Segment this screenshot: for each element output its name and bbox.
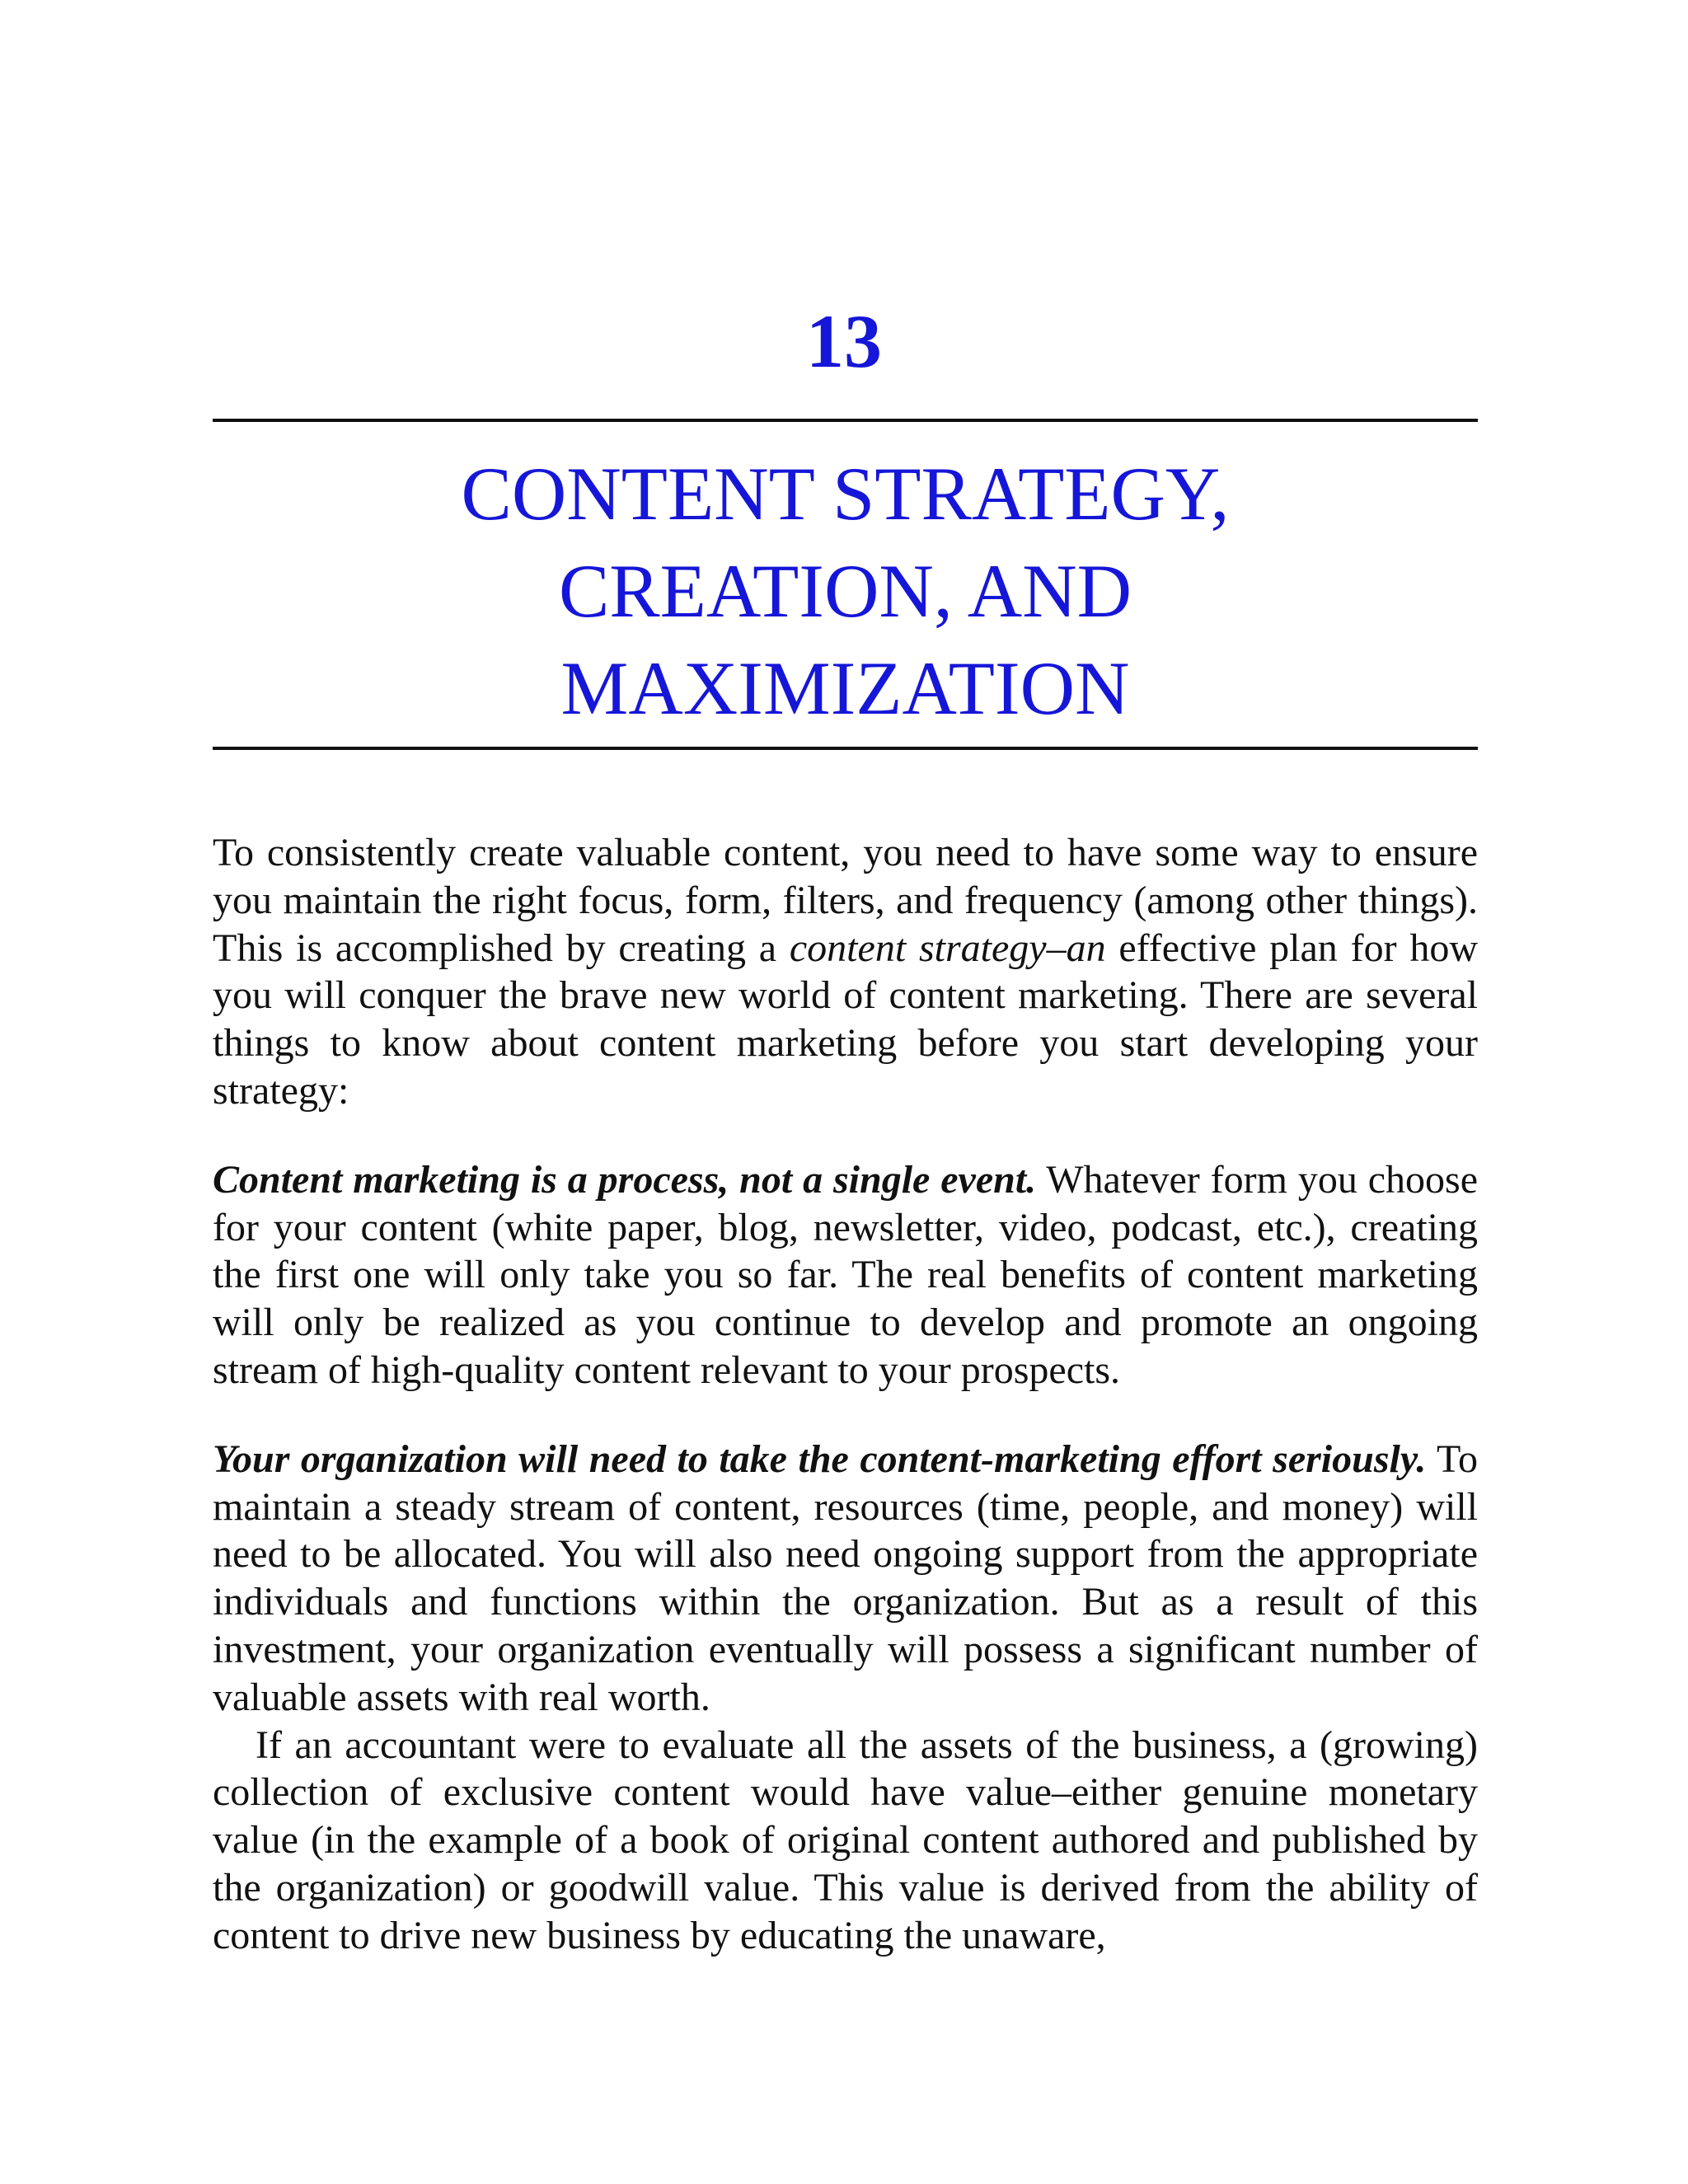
paragraph-intro-text: To consistently create valuable content, you need to have some way to ensure you maintain the right focus, form, filters, and frequency (among other things). This is accomplished by creating a: [213, 831, 1478, 970]
paragraph-process-text: Whatever form you choose for your content (white paper, blog, newsletter, video, podcast, etc.), creating the first one will only take you so far. The real benefits of content marketing will only be realized as you continue to develop and promote an ongoing stream of high-quality content relevant to your prospects.: [213, 1157, 1479, 1392]
paragraph-organization-lead: Your organization will need to take the content-marketing effort seriously.: [213, 1436, 1427, 1481]
chapter-number: 13: [806, 299, 882, 383]
chapter-title-line-3: MAXIMIZATION: [560, 646, 1130, 730]
paragraph-organization-text: To maintain a steady stream of content, resources (time, people, and money) will need to be allocated. You will also need ongoing support from the appropriate individuals and functions within the organization. But as a result of this investment, your organization eventually will possess a significant number of valuable assets with real worth.: [213, 1436, 1478, 1719]
chapter-title: [213, 445, 1478, 737]
chapter-title-line-2: CREATION, AND: [558, 549, 1132, 633]
paragraph-intro: [213, 829, 1478, 1115]
paragraph-accountant: If an accountant were to evaluate all the assets of the business, a (growing) collection of exclusive content would have value–either genuine monetary value (in the example of a book of original content authored and published by the organization) or goodwill value. This value is derived from the ability of content to drive new business by educating the unaware,: [213, 1722, 1478, 1957]
title-rule-top: [213, 419, 1478, 422]
paragraph-organization: [213, 1436, 1478, 1722]
paragraph-intro-text-end: effective plan for how you will conquer the brave new world of content marketing. There are several things to know about content marketing before you start developing your strategy:: [213, 926, 1479, 1113]
paragraph-process-lead: Content marketing is a process, not a single event.: [213, 1157, 1037, 1202]
paragraph-process: [213, 1156, 1478, 1394]
chapter-title-line-1: CONTENT STRATEGY,: [461, 452, 1230, 536]
body-text: [213, 829, 1478, 1960]
content-strategy-term: content strategy–an: [789, 926, 1106, 970]
title-rule-bottom: [213, 747, 1478, 750]
